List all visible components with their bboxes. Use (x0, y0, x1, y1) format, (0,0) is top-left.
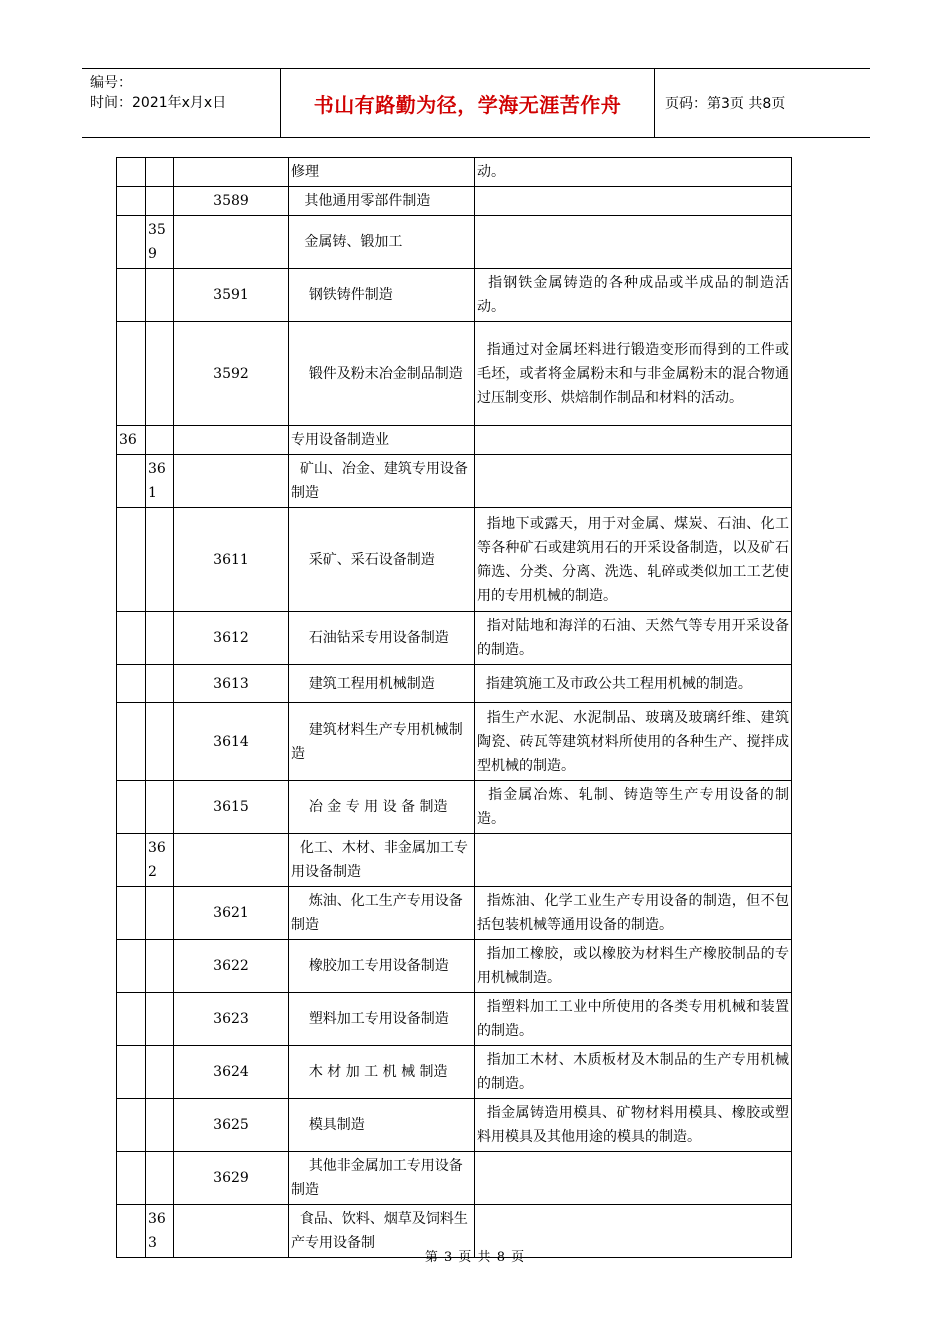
class-code-cell: 3624 (174, 1046, 289, 1099)
category-name-cell: 橡胶加工专用设备制造 (289, 940, 475, 993)
class-code-cell (174, 834, 289, 887)
class-code-cell (174, 426, 289, 455)
division-code-cell (117, 665, 146, 703)
category-name-cell: 锻件及粉末冶金制品制造 (289, 322, 475, 426)
division-code-cell (117, 612, 146, 665)
table-row (117, 322, 792, 426)
table-row (117, 940, 792, 993)
description-cell: 指金属冶炼、轧制、铸造等生产专用设备的制造。 (475, 781, 792, 834)
division-code-cell (117, 187, 146, 216)
group-code-cell (146, 322, 174, 426)
description-cell: 指对陆地和海洋的石油、天然气等专用开采设备的制造。 (475, 612, 792, 665)
page-header (82, 68, 870, 138)
table-row (117, 993, 792, 1046)
category-name-cell: 其他非金属加工专用设备制造 (289, 1152, 475, 1205)
division-code-cell (117, 887, 146, 940)
class-code-cell: 3589 (174, 187, 289, 216)
group-code-cell (146, 781, 174, 834)
category-name-cell: 其他通用零部件制造 (289, 187, 475, 216)
division-code-cell (117, 1099, 146, 1152)
table-body (117, 158, 792, 1258)
category-name-cell: 炼油、化工生产专用设备制造 (289, 887, 475, 940)
category-name-cell: 建筑材料生产专用机械制造 (289, 703, 475, 781)
category-name-cell: 建筑工程用机械制造 (289, 665, 475, 703)
page-footer: 第 3 页 共 8 页 (424, 1250, 526, 1265)
division-code-cell (117, 322, 146, 426)
division-code-cell (117, 1152, 146, 1205)
table-row (117, 612, 792, 665)
group-code-cell (146, 426, 174, 455)
group-code-cell (146, 1152, 174, 1205)
description-cell: 指建筑施工及市政公共工程用机械的制造。 (475, 665, 792, 703)
description-cell: 指生产水泥、水泥制品、玻璃及玻璃纤维、建筑陶瓷、砖瓦等建筑材料所使用的各种生产、搅拌成型机械的制造。 (475, 703, 792, 781)
industry-classification-table (116, 157, 792, 1258)
category-name-cell: 化工、木材、非金属加工专用设备制造 (289, 834, 475, 887)
division-code-cell (117, 834, 146, 887)
division-code-cell (117, 993, 146, 1046)
group-code-cell (146, 187, 174, 216)
class-code-cell: 3615 (174, 781, 289, 834)
description-cell: 指加工木材、木质板材及木制品的生产专用机械的制造。 (475, 1046, 792, 1099)
class-code-cell (174, 216, 289, 269)
description-cell: 指金属铸造用模具、矿物材料用模具、橡胶或塑料用模具及其他用途的模具的制造。 (475, 1099, 792, 1152)
group-code-cell: 359 (146, 216, 174, 269)
description-cell: 指炼油、化学工业生产专用设备的制造，但不包括包装机械等通用设备的制造。 (475, 887, 792, 940)
group-code-cell (146, 665, 174, 703)
group-code-cell: 363 (146, 1205, 174, 1258)
division-code-cell: 36 (117, 426, 146, 455)
class-code-cell: 3591 (174, 269, 289, 322)
group-code-cell (146, 158, 174, 187)
category-name-cell: 采矿、采石设备制造 (289, 508, 475, 612)
group-code-cell (146, 993, 174, 1046)
group-code-cell: 362 (146, 834, 174, 887)
description-cell (475, 455, 792, 508)
table-row (117, 665, 792, 703)
class-code-cell: 3629 (174, 1152, 289, 1205)
category-name-cell: 食品、饮料、烟草及饲料生产专用设备制 (289, 1205, 475, 1258)
division-code-cell (117, 703, 146, 781)
category-name-cell: 木 材 加 工 机 械 制造 (289, 1046, 475, 1099)
table-row (117, 426, 792, 455)
table-row (117, 781, 792, 834)
division-code-cell (117, 1046, 146, 1099)
class-code-cell (174, 158, 289, 187)
description-cell (475, 834, 792, 887)
category-name-cell: 专用设备制造业 (289, 426, 475, 455)
group-code-cell (146, 508, 174, 612)
table-row (117, 216, 792, 269)
table-row (117, 1046, 792, 1099)
description-cell (475, 426, 792, 455)
group-code-cell: 361 (146, 455, 174, 508)
description-cell (475, 1152, 792, 1205)
header-motto: 书山有路勤为径，学海无涯苦作舟 (281, 69, 655, 137)
group-code-cell (146, 887, 174, 940)
table-row (117, 269, 792, 322)
table-row (117, 1099, 792, 1152)
description-cell: 指塑料加工工业中所使用的各类专用机械和装置的制造。 (475, 993, 792, 1046)
division-code-cell (117, 940, 146, 993)
description-cell (475, 216, 792, 269)
description-cell: 指地下或露天，用于对金属、煤炭、石油、化工等各种矿石或建筑用石的开采设备制造，以及矿石筛选、分类、分离、洗选、轧碎或类似加工工艺使用的专用机械的制造。 (475, 508, 792, 612)
group-code-cell (146, 1099, 174, 1152)
category-name-cell: 钢铁铸件制造 (289, 269, 475, 322)
group-code-cell (146, 940, 174, 993)
class-code-cell: 3623 (174, 993, 289, 1046)
table-row (117, 187, 792, 216)
category-name-cell: 模具制造 (289, 1099, 475, 1152)
class-code-cell (174, 455, 289, 508)
group-code-cell (146, 1046, 174, 1099)
division-code-cell (117, 216, 146, 269)
category-name-cell: 矿山、冶金、建筑专用设备制造 (289, 455, 475, 508)
division-code-cell (117, 269, 146, 322)
class-code-cell: 3612 (174, 612, 289, 665)
document-number-label: 编号： (90, 75, 132, 91)
description-cell: 动。 (475, 158, 792, 187)
header-page-label: 页码：第3页 共8页 (665, 96, 786, 112)
category-name-cell: 塑料加工专用设备制造 (289, 993, 475, 1046)
description-cell (475, 187, 792, 216)
class-code-cell: 3614 (174, 703, 289, 781)
table-row (117, 158, 792, 187)
table-row (117, 887, 792, 940)
description-cell: 指通过对金属坯料进行锻造变形而得到的工件或毛坯，或者将金属粉末和与非金属粉末的混合物通过压制变形、烘焙制作制品和材料的活动。 (475, 322, 792, 426)
category-name-cell: 金属铸、锻加工 (289, 216, 475, 269)
division-code-cell (117, 158, 146, 187)
class-code-cell: 3625 (174, 1099, 289, 1152)
division-code-cell (117, 455, 146, 508)
table-row (117, 703, 792, 781)
division-code-cell (117, 781, 146, 834)
class-code-cell: 3592 (174, 322, 289, 426)
table-row (117, 1152, 792, 1205)
class-code-cell: 3621 (174, 887, 289, 940)
header-meta (82, 69, 281, 137)
category-name-cell: 修理 (289, 158, 475, 187)
table-row (117, 834, 792, 887)
document-time-label: 时间：2021年x月x日 (90, 95, 227, 111)
group-code-cell (146, 612, 174, 665)
class-code-cell: 3613 (174, 665, 289, 703)
table-row (117, 508, 792, 612)
class-code-cell: 3611 (174, 508, 289, 612)
group-code-cell (146, 703, 174, 781)
category-name-cell: 石油钻采专用设备制造 (289, 612, 475, 665)
description-cell: 指加工橡胶，或以橡胶为材料生产橡胶制品的专用机械制造。 (475, 940, 792, 993)
division-code-cell (117, 508, 146, 612)
table-row (117, 455, 792, 508)
class-code-cell: 3622 (174, 940, 289, 993)
group-code-cell (146, 269, 174, 322)
description-cell: 指钢铁金属铸造的各种成品或半成品的制造活动。 (475, 269, 792, 322)
category-name-cell: 冶 金 专 用 设 备 制造 (289, 781, 475, 834)
